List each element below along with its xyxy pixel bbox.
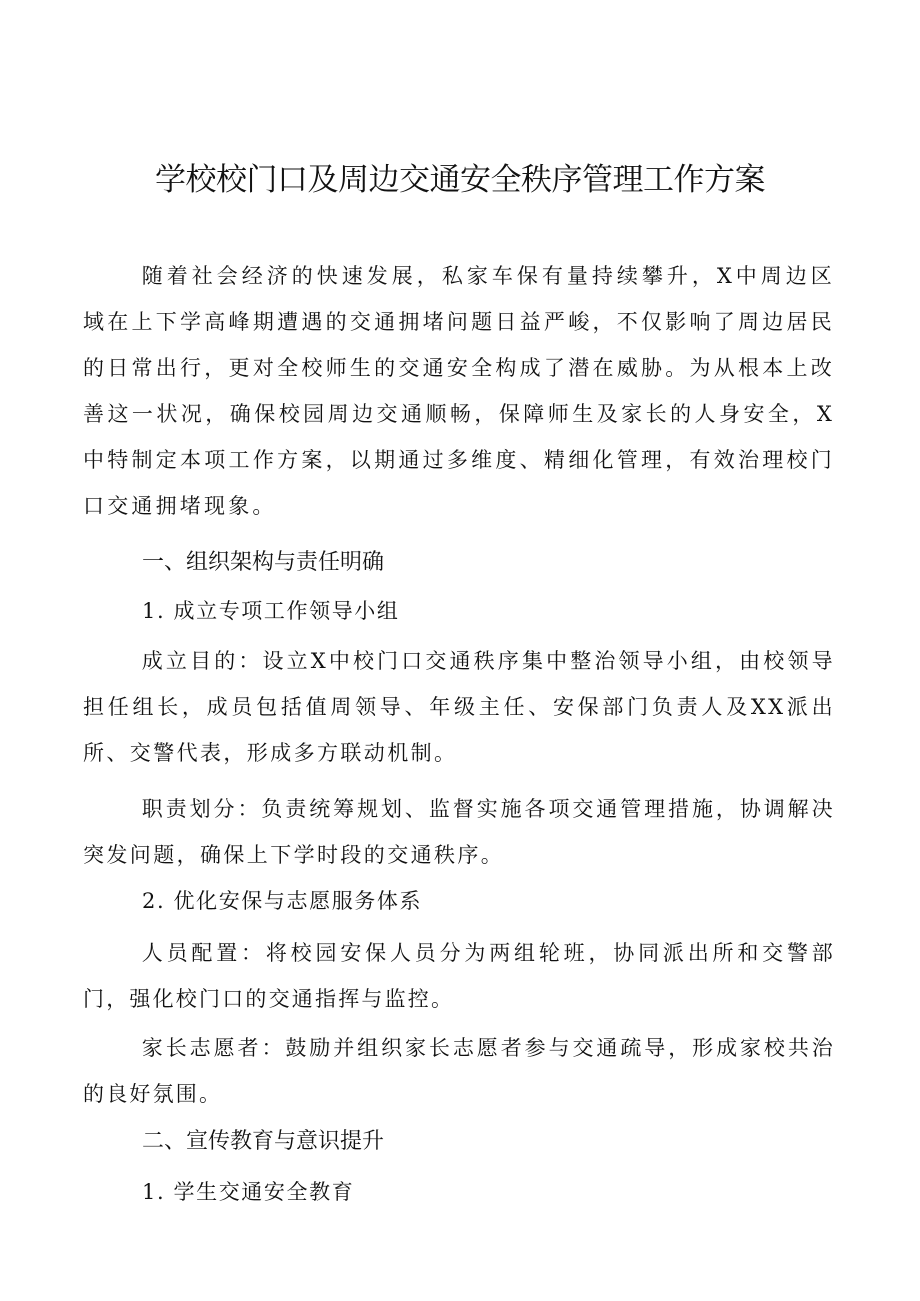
subheading-student-education: 1. 学生交通安全教育 bbox=[142, 1180, 355, 1204]
paragraph-staff: 人员配置：将校园安保人员分为两组轮班，协同派出所和交警部门，强化校门口的交通指挥与监控。 bbox=[83, 941, 835, 1011]
section-heading-organization: 一、组织架构与责任明确 bbox=[142, 550, 385, 575]
subheading-security-volunteer: 2. 优化安保与志愿服务体系 bbox=[142, 889, 423, 913]
section-heading-education: 二、宣传教育与意识提升 bbox=[142, 1129, 385, 1154]
subheading-leading-group: 1. 成立专项工作领导小组 bbox=[142, 599, 400, 623]
paragraph-parent-volunteers: 家长志愿者：鼓励并组织家长志愿者参与交通疏导，形成家校共治的良好氛围。 bbox=[83, 1036, 835, 1106]
paragraph-duty: 职责划分：负责统筹规划、监督实施各项交通管理措施，协调解决突发问题，确保上下学时段的交通秩序。 bbox=[83, 797, 835, 867]
paragraph-purpose: 成立目的：设立X中校门口交通秩序集中整治领导小组，由校领导担任组长，成员包括值周领导、年级主任、安保部门负责人及XX派出所、交警代表，形成多方联动机制。 bbox=[83, 649, 835, 765]
intro-paragraph: 随着社会经济的快速发展，私家车保有量持续攀升，X中周边区域在上下学高峰期遭遇的交通拥堵问题日益严峻，不仅影响了周边居民的日常出行，更对全校师生的交通安全构成了潜在威胁。为从根本上改善这一状况，确保校园周边交通顺畅，保障师生及家长的人身安全，X中特制定本项工作方案，以期通过多维度、精细化管理，有效治理校门口交通拥堵现象。 bbox=[83, 264, 835, 518]
document-title: 学校校门口及周边交通安全秩序管理工作方案 bbox=[155, 162, 765, 198]
